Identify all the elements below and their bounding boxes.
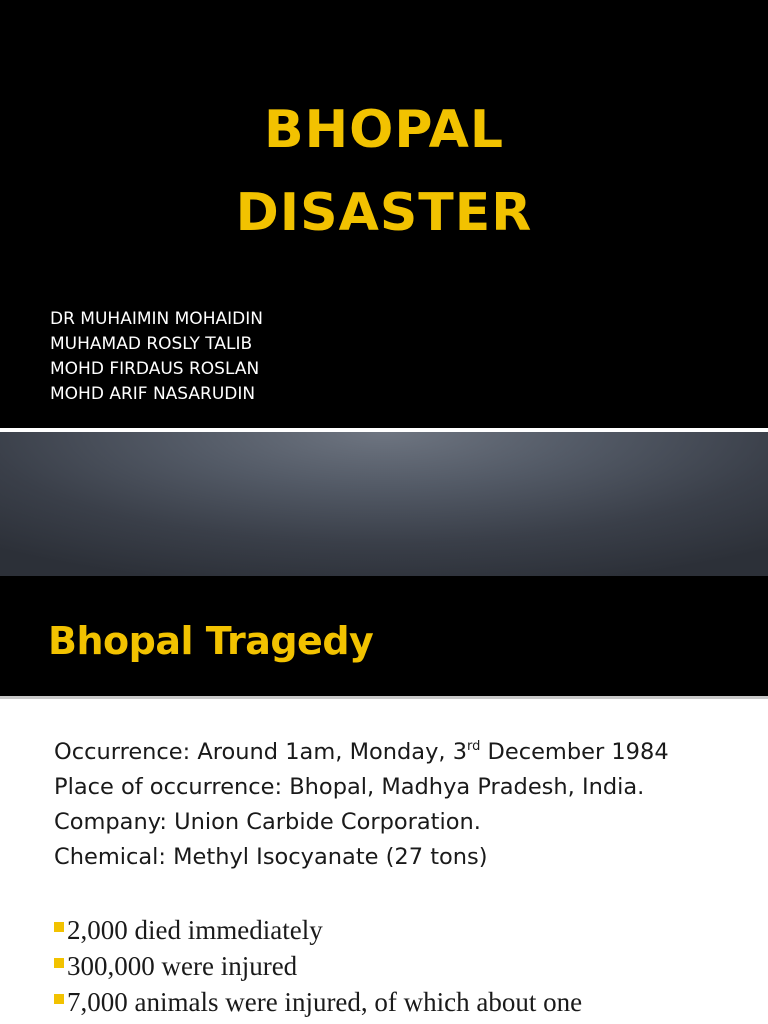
casualty-list xyxy=(54,912,582,1020)
list-item-text: 7,000 animals were injured, of which about one xyxy=(67,987,583,1017)
square-bullet-icon xyxy=(54,958,64,968)
fact-place: Place of occurrence: Bhopal, Madhya Pradesh, India. xyxy=(54,774,645,800)
fact-chemical: Chemical: Methyl Isocyanate (27 tons) xyxy=(54,844,488,870)
fact-occurrence-suffix: December 1984 xyxy=(480,739,669,765)
fact-occurrence-prefix: Occurrence: Around 1am, Monday, 3 xyxy=(54,739,468,765)
author-name: MOHD ARIF NASARUDIN xyxy=(50,384,256,404)
author-name: MOHD FIRDAUS ROSLAN xyxy=(50,359,260,379)
list-item xyxy=(54,984,582,1020)
author-list xyxy=(50,307,263,407)
fact-occurrence xyxy=(54,735,669,770)
fact-company: Company: Union Carbide Corporation. xyxy=(54,809,481,835)
ordinal-suffix: rd xyxy=(467,739,481,754)
slide-heading: Bhopal Tragedy xyxy=(48,619,374,663)
slide-divider xyxy=(0,696,768,699)
title-slide xyxy=(0,0,768,428)
list-item xyxy=(54,912,582,948)
square-bullet-icon xyxy=(54,922,64,932)
slide-title-line-2: DISASTER xyxy=(235,183,533,243)
list-item-text: 300,000 were injured xyxy=(67,951,298,981)
list-item xyxy=(54,948,582,984)
square-bullet-icon xyxy=(54,994,64,1004)
author-name: MUHAMAD ROSLY TALIB xyxy=(50,334,253,354)
author-name: DR MUHAIMIN MOHAIDIN xyxy=(50,309,263,329)
list-item-text: 2,000 died immediately xyxy=(67,915,323,945)
slide-gradient-band xyxy=(0,432,768,576)
fact-list xyxy=(54,735,669,875)
slide-title-line-1: BHOPAL xyxy=(263,100,505,160)
